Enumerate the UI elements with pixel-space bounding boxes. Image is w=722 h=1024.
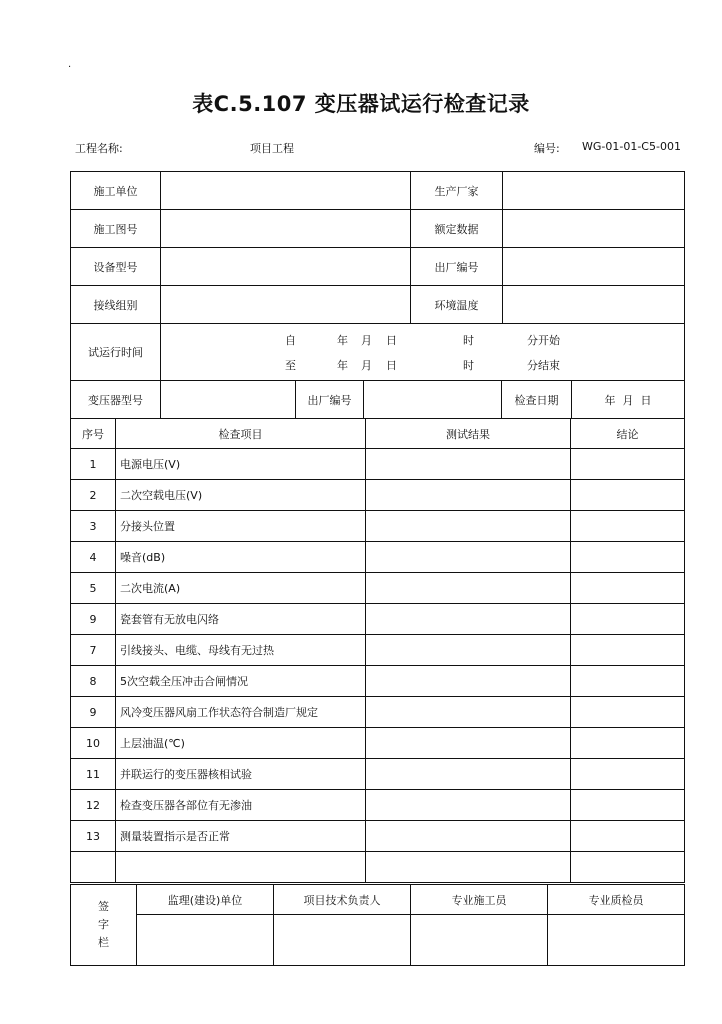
transformer-factory-value[interactable] [364,381,502,419]
item-no: 11 [71,759,116,790]
table-row [71,790,685,821]
trial-to-month: 月 [361,359,372,372]
item-conclusion[interactable] [571,821,685,852]
item-conclusion[interactable] [571,511,685,542]
item-conclusion[interactable] [571,635,685,666]
item-label: 5次空载全压冲击合闸情况 [116,666,366,697]
item-conclusion[interactable] [571,542,685,573]
item-no: 2 [71,480,116,511]
item-label: 并联运行的变压器核相试验 [116,759,366,790]
item-conclusion[interactable] [571,666,685,697]
table-row [71,480,685,511]
item-result[interactable] [366,821,571,852]
code-value: WG-01-01-C5-001 [582,140,681,153]
trial-from-year: 年 [337,334,348,347]
item-label: 风冷变压器风扇工作状态符合制造厂规定 [116,697,366,728]
trial-from-month: 月 [361,334,372,347]
item-result[interactable] [366,852,571,883]
transformer-model-label: 变压器型号 [71,381,161,419]
trial-to: 至 [285,359,296,372]
item-label: 二次空载电压(V) [116,480,366,511]
item-result[interactable] [366,790,571,821]
trial-to-day: 日 [386,359,397,372]
supervisor-label: 监理(建设)单位 [137,885,274,915]
item-conclusion[interactable] [571,604,685,635]
manufacturer-value[interactable] [503,172,685,210]
item-result[interactable] [366,666,571,697]
trial-from-minute: 分开始 [527,334,560,347]
trial-time-value[interactable] [161,324,685,381]
sign-label-3: 栏 [98,936,109,949]
item-label: 分接头位置 [116,511,366,542]
sign-label-2: 字 [98,918,109,931]
tech-lead-label: 项目技术负责人 [274,885,411,915]
table-row [71,449,685,480]
drawing-no-value[interactable] [161,210,411,248]
project-name-value: 项目工程 [250,142,294,155]
item-result[interactable] [366,604,571,635]
item-no: 8 [71,666,116,697]
equipment-model-label: 设备型号 [71,248,161,286]
header-result: 测试结果 [366,419,571,449]
constructor-label: 专业施工员 [411,885,548,915]
item-result[interactable] [366,511,571,542]
item-label: 检查变压器各部位有无渗油 [116,790,366,821]
table-row [71,728,685,759]
supervisor-signature[interactable] [137,915,274,966]
table-row [71,604,685,635]
item-no: 7 [71,635,116,666]
factory-no-label: 出厂编号 [411,248,503,286]
trial-to-minute: 分结束 [527,359,560,372]
item-label: 引线接头、电缆、母线有无过热 [116,635,366,666]
item-no: 5 [71,573,116,604]
rated-data-label: 额定数据 [411,210,503,248]
table-row [71,635,685,666]
transformer-table [70,380,685,419]
wiring-group-value[interactable] [161,286,411,324]
header-item: 检查项目 [116,419,366,449]
ambient-temp-value[interactable] [503,286,685,324]
inspector-label: 专业质检员 [548,885,685,915]
item-conclusion[interactable] [571,790,685,821]
header-conclusion: 结论 [571,419,685,449]
item-label: 二次电流(A) [116,573,366,604]
item-result[interactable] [366,480,571,511]
item-conclusion[interactable] [571,573,685,604]
table-row [71,759,685,790]
construction-unit-label: 施工单位 [71,172,161,210]
signature-table [70,884,685,966]
item-conclusion[interactable] [571,480,685,511]
rated-data-value[interactable] [503,210,685,248]
header-no: 序号 [71,419,116,449]
item-no: 13 [71,821,116,852]
item-conclusion[interactable] [571,759,685,790]
item-result[interactable] [366,573,571,604]
item-no: 9 [71,697,116,728]
item-label: 噪音(dB) [116,542,366,573]
item-no: 12 [71,790,116,821]
check-items-table [70,418,685,883]
project-name-label: 工程名称: [75,142,123,155]
construction-unit-value[interactable] [161,172,411,210]
corner-mark: · [68,62,72,73]
item-result[interactable] [366,449,571,480]
trial-from-day: 日 [386,334,397,347]
item-no: 4 [71,542,116,573]
table-row [71,511,685,542]
item-no: 9 [71,604,116,635]
item-label: 电源电压(V) [116,449,366,480]
check-date-label: 检查日期 [502,381,572,419]
info-table [70,171,685,381]
sign-label-1: 签 [98,900,109,913]
sign-column-label [71,885,137,966]
inspector-signature[interactable] [548,915,685,966]
item-result[interactable] [366,635,571,666]
item-conclusion[interactable] [571,697,685,728]
ambient-temp-label: 环境温度 [411,286,503,324]
item-no: 10 [71,728,116,759]
trial-to-hour: 时 [463,359,474,372]
item-no: 3 [71,511,116,542]
tech-lead-signature[interactable] [274,915,411,966]
table-row [71,852,685,883]
item-no [71,852,116,883]
check-date-value[interactable]: 年 月 日 [572,381,685,419]
transformer-factory-label: 出厂编号 [296,381,364,419]
item-label: 上层油温(℃) [116,728,366,759]
table-row [71,573,685,604]
trial-from-hour: 时 [463,334,474,347]
wiring-group-label: 接线组别 [71,286,161,324]
table-row [71,821,685,852]
item-conclusion[interactable] [571,852,685,883]
code-label: 编号: [534,142,560,155]
item-result[interactable] [366,759,571,790]
item-label [116,852,366,883]
item-conclusion[interactable] [571,728,685,759]
trial-time-label: 试运行时间 [71,324,161,381]
item-conclusion[interactable] [571,449,685,480]
page-title: 表C.5.107 变压器试运行检查记录 [192,92,530,116]
factory-no-value[interactable] [503,248,685,286]
item-label: 测量装置指示是否正常 [116,821,366,852]
trial-from: 自 [285,334,296,347]
item-result[interactable] [366,728,571,759]
table-row [71,666,685,697]
item-no: 1 [71,449,116,480]
transformer-model-value[interactable] [161,381,296,419]
item-result[interactable] [366,697,571,728]
table-row [71,542,685,573]
item-label: 瓷套管有无放电闪络 [116,604,366,635]
drawing-no-label: 施工图号 [71,210,161,248]
table-row [71,697,685,728]
equipment-model-value[interactable] [161,248,411,286]
item-result[interactable] [366,542,571,573]
manufacturer-label: 生产厂家 [411,172,503,210]
constructor-signature[interactable] [411,915,548,966]
trial-to-year: 年 [337,359,348,372]
